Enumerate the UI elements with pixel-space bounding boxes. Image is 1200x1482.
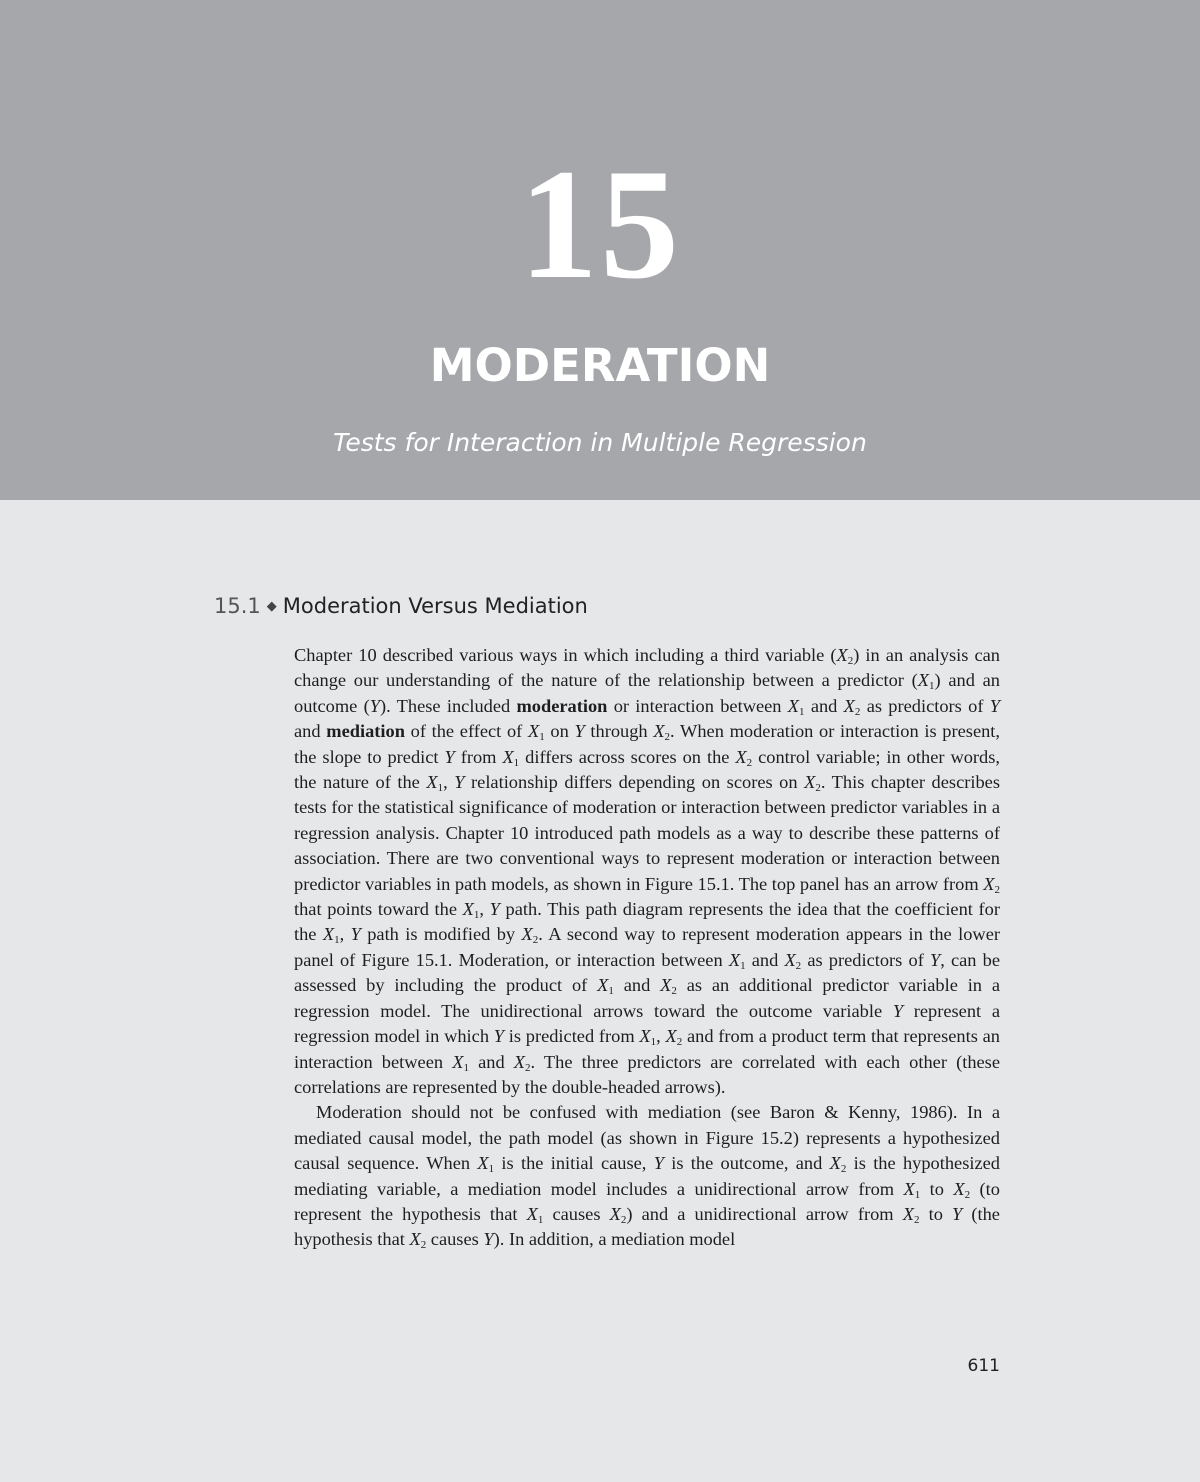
italic-variable: X <box>953 1178 965 1199</box>
subscript: 1 <box>740 959 746 972</box>
italic-variable: Y <box>444 746 455 767</box>
subscript: 2 <box>671 985 677 998</box>
text-run: on <box>544 721 575 742</box>
italic-variable: X <box>902 1203 914 1224</box>
subscript: 2 <box>964 1188 971 1201</box>
subscript: 2 <box>840 1163 847 1176</box>
chapter-subtitle: Tests for Interaction in Multiple Regression <box>333 428 867 457</box>
text-run: from <box>454 746 503 767</box>
italic-variable: X <box>502 746 514 767</box>
italic-variable: X <box>426 772 438 793</box>
text-run: differs across scores on the <box>519 746 736 767</box>
page-number: 611 <box>967 1356 1000 1376</box>
text-run: and <box>804 695 844 716</box>
text-run: path. This path diagram represents the idea that the coefficient for the <box>294 899 1000 945</box>
subscript: 2 <box>795 959 802 972</box>
italic-variable: X <box>917 670 929 691</box>
subscript: 2 <box>620 1213 627 1226</box>
bold-term: moderation <box>516 695 608 716</box>
italic-variable: X <box>597 975 609 996</box>
text-run: ) and an outcome ( <box>294 670 1000 716</box>
diamond-icon: ◆ <box>266 599 277 614</box>
text-run: to <box>919 1203 953 1224</box>
italic-variable: Y <box>952 1203 963 1224</box>
text-run: , <box>443 772 455 793</box>
section-heading <box>214 594 588 619</box>
text-run: represent a regression model in which <box>294 1000 1000 1047</box>
subscript: 2 <box>676 1036 683 1049</box>
text-run: as predictors of <box>801 949 930 970</box>
subscript: 1 <box>929 680 935 693</box>
text-run: Chapter 10 described various ways in which including a third variable ( <box>294 645 837 665</box>
italic-variable: X <box>728 949 741 970</box>
text-run: and <box>294 721 327 742</box>
text-run: and from a product term that represents an interaction between <box>294 1026 1000 1072</box>
italic-variable: X <box>804 772 816 793</box>
italic-variable: X <box>903 1178 915 1199</box>
italic-variable: X <box>452 1051 464 1072</box>
italic-variable: Y <box>350 924 361 945</box>
subscript: 2 <box>847 655 854 667</box>
text-run: is the initial cause, <box>494 1153 654 1174</box>
text-run: as an additional predictor variable in a regression model. The unidirectional arrows toward the outcome variable <box>294 975 1000 1021</box>
chapter-title: MODERATION <box>429 339 771 392</box>
text-run: ) and a unidirectional arrow from <box>626 1203 903 1224</box>
text-run: through <box>584 721 654 742</box>
subscript: 2 <box>525 1061 531 1074</box>
italic-variable: X <box>322 924 335 945</box>
italic-variable: X <box>462 899 474 920</box>
text-run: Moderation should not be confused with mediation (see Baron & Kenny, 1986). In a mediated causal model, the path model (as shown in Figure 15.2) represents a hypothesized causal sequence. When <box>294 1102 1000 1174</box>
italic-variable: X <box>526 1203 538 1224</box>
italic-variable: X <box>409 1229 421 1250</box>
italic-variable: Y <box>929 949 941 970</box>
subscript: 1 <box>513 756 520 769</box>
italic-variable: X <box>609 1203 621 1224</box>
paragraph <box>294 643 1000 1100</box>
text-run: . A second way to represent moderation appears in the lower panel of Figure 15.1. Moderation, or interaction between <box>294 924 1000 970</box>
paragraph <box>294 1100 1000 1252</box>
text-run: and <box>468 1051 514 1072</box>
subscript: 1 <box>799 705 805 718</box>
chapter-banner <box>0 0 1200 500</box>
text-run: (the hypothesis that <box>294 1203 1000 1250</box>
italic-variable: X <box>983 873 995 894</box>
text-run: causes <box>543 1203 610 1224</box>
section-number: 15.1 <box>214 594 261 618</box>
text-run: , can be assessed by including the product of <box>294 949 1001 996</box>
subscript: 2 <box>664 731 671 744</box>
text-run: is the outcome, and <box>663 1153 830 1174</box>
subscript: 1 <box>608 985 614 998</box>
text-run: of the effect of <box>404 721 528 742</box>
italic-variable: X <box>653 721 665 742</box>
text-run: is the hypothesized mediating variable, a mediation model includes a unidirectional arrow from <box>294 1153 1000 1199</box>
text-run: . This chapter describes tests for the statistical significance of moderation or interaction between predictor variables in a regression analysis. Chapter 10 introduced path models as a way to describe these patterns of association. There are two conventional ways to represent moderation or interaction between predictor variables in path models, as shown in Figure 15.1. The top panel has an arrow from <box>294 772 1000 894</box>
text-run: as predictors of <box>860 695 990 716</box>
text-run: ) in an analysis can change our understanding of the nature of the relationship between a predictor ( <box>294 645 1001 691</box>
italic-variable: X <box>829 1153 841 1174</box>
subscript: 1 <box>463 1061 469 1074</box>
text-run: , <box>339 924 351 945</box>
italic-variable: Y <box>653 1153 664 1174</box>
italic-variable: X <box>843 695 855 716</box>
text-run: and <box>613 975 661 996</box>
text-run: is predicted from <box>504 1026 640 1047</box>
text-run: and <box>745 949 785 970</box>
italic-variable: X <box>665 1026 677 1047</box>
italic-variable: Y <box>489 899 500 920</box>
subscript: 2 <box>815 782 821 795</box>
subscript: 1 <box>537 1213 544 1226</box>
subscript: 2 <box>854 705 861 718</box>
text-run: , <box>656 1026 666 1047</box>
text-run: ). These included <box>379 695 517 716</box>
italic-variable: Y <box>454 772 465 793</box>
text-run: causes <box>426 1229 484 1250</box>
text-run: relationship differs depending on scores on <box>464 772 805 793</box>
italic-variable: X <box>836 645 848 665</box>
italic-variable: X <box>521 924 533 945</box>
subscript: 2 <box>420 1239 427 1252</box>
bold-term: mediation <box>326 721 405 742</box>
subscript: 1 <box>437 782 444 795</box>
subscript: 1 <box>488 1163 495 1176</box>
body-text <box>294 643 1000 1253</box>
subscript: 2 <box>913 1213 920 1226</box>
text-run: to <box>920 1178 954 1199</box>
italic-variable: Y <box>989 695 1000 716</box>
text-run: (to represent the hypothesis that <box>294 1178 1000 1224</box>
italic-variable: Y <box>483 1229 494 1250</box>
text-run: ). In addition, a mediation model <box>493 1229 736 1250</box>
subscript: 1 <box>334 934 340 947</box>
subscript: 2 <box>746 756 753 769</box>
italic-variable: X <box>639 1026 651 1047</box>
subscript: 1 <box>473 909 480 922</box>
section-title: Moderation Versus Mediation <box>282 594 588 618</box>
italic-variable: X <box>660 975 672 996</box>
subscript: 1 <box>914 1188 921 1201</box>
subscript: 2 <box>994 883 1000 896</box>
text-run: that points toward the <box>294 899 463 920</box>
text-run: . The three predictors are correlated with each other (these correlations are represented by the double-headed arrows). <box>294 1051 1000 1097</box>
italic-variable: Y <box>493 1026 504 1047</box>
italic-variable: Y <box>369 695 380 716</box>
italic-variable: X <box>477 1153 489 1174</box>
text-run: or interaction between <box>607 695 788 716</box>
italic-variable: Y <box>574 721 585 742</box>
subscript: 1 <box>539 731 545 744</box>
text-run: , <box>479 899 490 920</box>
subscript: 1 <box>650 1036 657 1049</box>
subscript: 2 <box>532 934 539 947</box>
text-run: . When moderation or interaction is present, the slope to predict <box>294 721 1001 767</box>
text-run: control variable; in other words, the nature of the <box>294 746 1001 793</box>
chapter-number: 15 <box>519 137 681 312</box>
italic-variable: X <box>513 1051 526 1072</box>
text-run: path is modified by <box>360 924 522 945</box>
italic-variable: Y <box>892 1000 904 1021</box>
italic-variable: X <box>784 949 796 970</box>
italic-variable: X <box>735 746 747 767</box>
italic-variable: X <box>527 721 540 742</box>
italic-variable: X <box>787 695 800 716</box>
